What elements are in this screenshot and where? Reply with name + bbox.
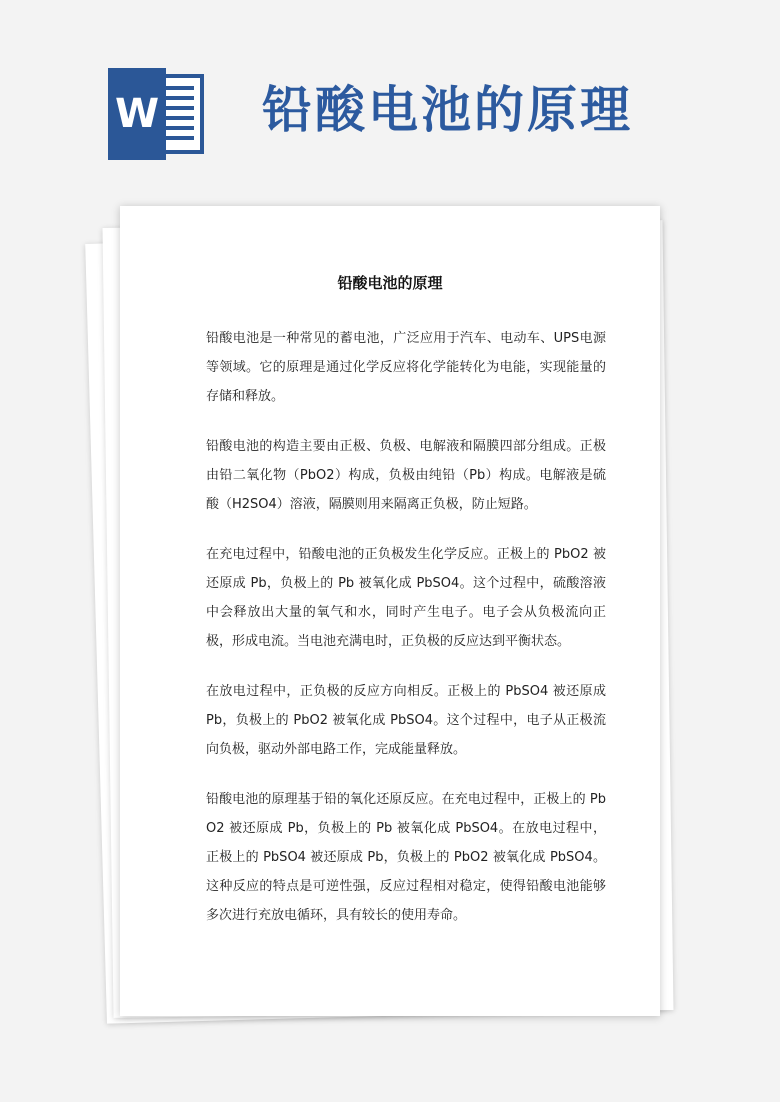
paragraph: 铅酸电池的原理基于铅的氧化还原反应。在充电过程中，正极上的 PbO2 被还原成 Pb，负极上的 Pb 被氧化成 PbSO4。在放电过程中，正极上的 PbSO4 被还原成 Pb，负极上的 PbO2 被氧化成 PbSO4。这种反应的特点是可逆性强，反应过程相对稳定，使得铅酸电池能够多次进行充放电循环，具有较长的使用寿命。 [206,792,606,923]
document-title: 铅酸电池的原理 [337,274,443,292]
paragraph: 铅酸电池的构造主要由正极、负极、电解液和隔膜四部分组成。正极由铅二氧化物（PbO2）构成，负极由纯铅（Pb）构成。电解液是硫酸（H2SO4）溶液，隔膜则用来隔离正负极，防止短路。 [206,439,606,512]
paragraph: 在放电过程中，正负极的反应方向相反。正极上的 PbSO4 被还原成 Pb，负极上的 PbO2 被氧化成 PbSO4。这个过程中，电子从正极流向负极，驱动外部电路工作，完成能量释放。 [206,684,606,757]
paragraph: 在充电过程中，铅酸电池的正负极发生化学反应。正极上的 PbO2 被还原成 Pb，负极上的 Pb 被氧化成 PbSO4。这个过程中，硫酸溶液中会释放出大量的氧气和水，同时产生电子。电子会从负极流向正极，形成电流。当电池充满电时，正负极的反应达到平衡状态。 [206,547,606,649]
paragraph: 铅酸电池是一种常见的蓄电池，广泛应用于汽车、电动车、UPS电源等领域。它的原理是通过化学反应将化学能转化为电能，实现能量的存储和释放。 [206,331,606,404]
word-document-icon [108,68,208,160]
banner-header [0,0,780,175]
word-logo-letter: W [108,68,166,160]
banner-title: 铅酸电池的原理 [262,81,633,139]
document-body [206,324,606,951]
document-page [120,206,660,1016]
